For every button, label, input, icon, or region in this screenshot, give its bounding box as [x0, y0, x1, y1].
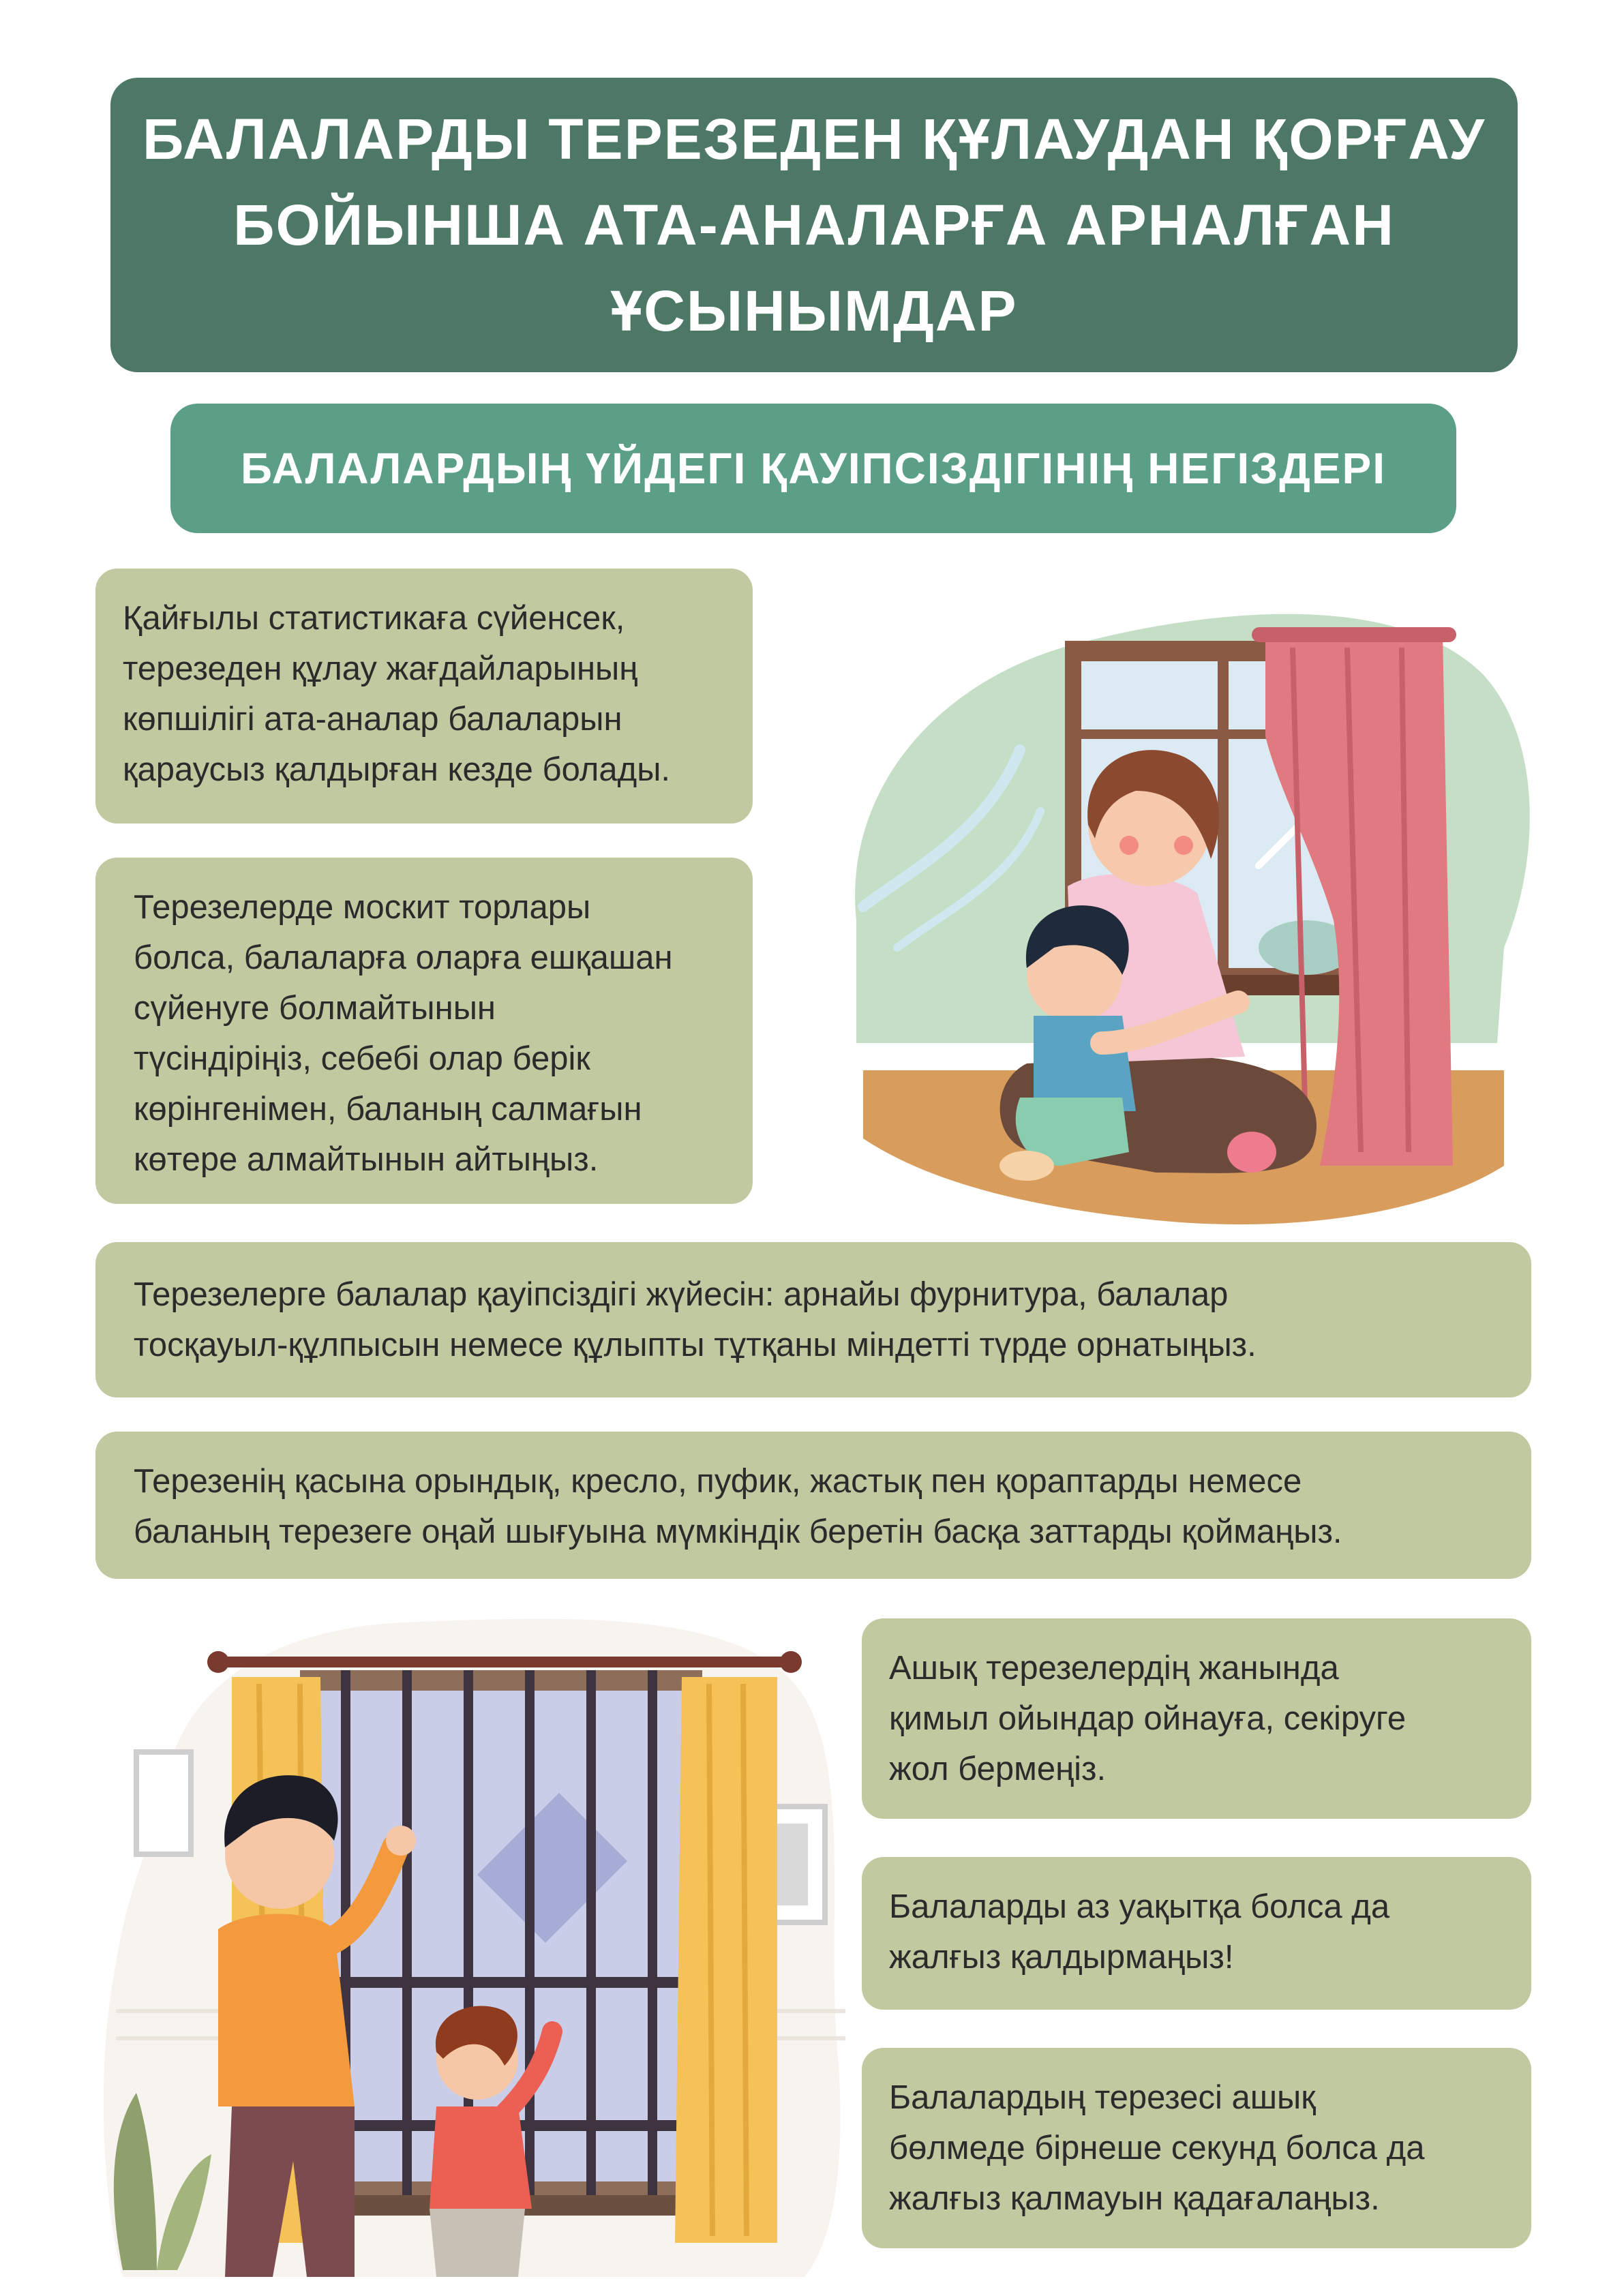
tip-line: көрінгенімен, баланың салмағын — [134, 1091, 642, 1128]
tip-card-furniture — [95, 1432, 1531, 1579]
tip-line: терезеден құлау жағдайларының — [123, 650, 638, 687]
tip-card-safety-system — [95, 1242, 1531, 1398]
tip-line: қимыл ойындар ойнауға, секіруге — [889, 1700, 1407, 1737]
tip-line: болса, балаларға оларға ешқашан — [134, 939, 673, 976]
tip-card-statistics — [95, 569, 753, 824]
tip-line: көпшілігі ата-аналар балаларын — [123, 701, 622, 738]
section-subtitle — [170, 404, 1456, 533]
tip-line: жалғыз қалдырмаңыз! — [889, 1939, 1234, 1976]
tip-line: Терезелерде москит торлары — [134, 889, 591, 926]
tip-line: Терезенің қасына орындық, кресло, пуфик, жастық пен қораптарды немесе — [134, 1463, 1302, 1500]
subtitle-text: БАЛАЛАРДЫҢ ҮЙДЕГІ ҚАУІПСІЗДІГІНІҢ НЕГІЗДЕРІ — [241, 444, 1386, 493]
tip-line: сүйенуге болмайтынын — [134, 990, 496, 1027]
tip-line: түсіндіріңіз, себебі олар берік — [134, 1040, 590, 1077]
tip-line: тосқауыл-құлпысын немесе құлыпты тұтқаны міндетті түрде орнатыңыз. — [134, 1327, 1257, 1363]
title-line-3: ҰСЫНЫМДАР — [610, 279, 1018, 343]
illustration-mother-child-window — [815, 566, 1559, 1234]
tip-line: Терезелерге балалар қауіпсіздігі жүйесін: арнайы фурнитура, балалар — [134, 1276, 1229, 1313]
tip-line: Ашық терезелердің жанында — [889, 1650, 1339, 1687]
tip-card-mosquito-nets — [95, 858, 753, 1204]
tip-line: Балалардың терезесі ашық — [889, 2079, 1316, 2116]
tip-line: баланың терезеге оңай шығуына мүмкіндік беретін басқа заттарды қоймаңыз. — [134, 1513, 1342, 1550]
tip-card-not-alone — [862, 1857, 1531, 2010]
tip-line: қараусыз қалдырған кезде болады. — [123, 751, 671, 788]
tip-card-active-games — [862, 1618, 1531, 1819]
title-line-1: БАЛАЛАРДЫ ТЕРЕЗЕДЕН ҚҰЛАУДАН ҚОРҒАУ — [142, 107, 1486, 171]
tip-line: жол бермеңіз. — [889, 1751, 1107, 1787]
title-line-2: БОЙЫНША АТА-АНАЛАРҒА АРНАЛҒАН — [233, 193, 1395, 257]
tip-line: жалғыз қалмауын қадағалаңыз. — [889, 2180, 1380, 2217]
tip-card-open-window-room — [862, 2048, 1531, 2248]
illustration-father-son-window-guard — [95, 1588, 859, 2277]
tip-line: көтере алмайтынын айтыңыз. — [134, 1141, 599, 1178]
page-title — [110, 78, 1518, 372]
tip-line: Қайғылы статистикаға сүйенсек, — [123, 600, 625, 637]
tip-line: бөлмеде бірнеше секунд болса да — [889, 2130, 1425, 2166]
tip-line: Балаларды аз уақытқа болса да — [889, 1888, 1390, 1925]
